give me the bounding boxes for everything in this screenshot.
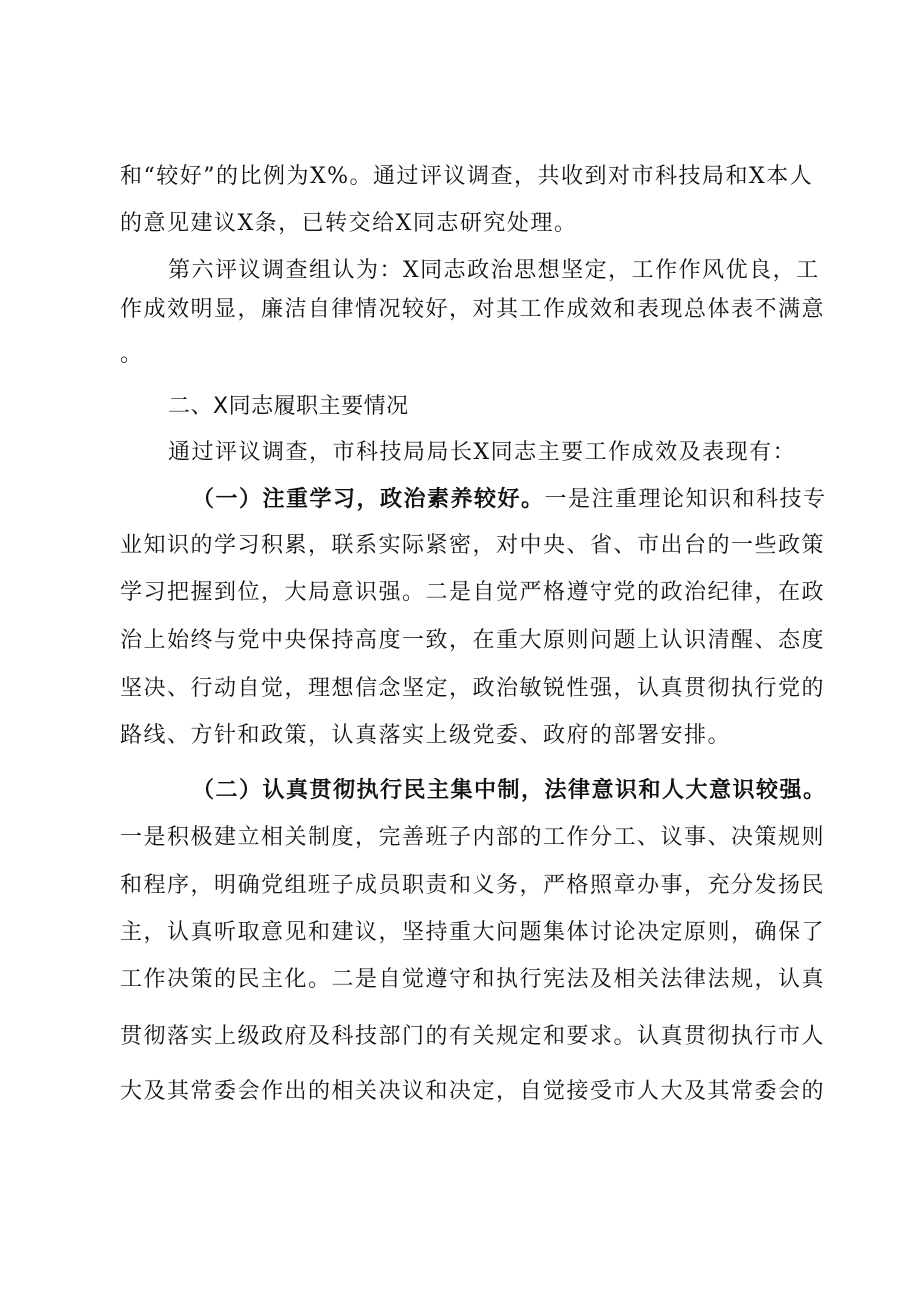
- paragraph-line: 主，认真听取意见和建议，坚持重大问题集体讨论决定原则，确保了: [120, 920, 826, 945]
- paragraph-line: 大及其常委会作出的相关决议和决定，自觉接受市人大及其常委会的: [120, 1079, 826, 1104]
- paragraph-line: 工作决策的民主化。二是自觉遵守和执行宪法及相关法律法规，认真: [120, 967, 826, 992]
- paragraph-line: 第六评议调查组认为：X同志政治思想坚定，工作作风优良，工: [168, 258, 820, 283]
- paragraph-line: 作成效明显，廉洁自律情况较好，对其工作成效和表现总体表不满意: [120, 297, 826, 322]
- paragraph-line: 治上始终与党中央保持高度一致，在重大原则问题上认识清醒、态度: [120, 628, 826, 653]
- subsection-title: （二）认真贯彻执行民主集中制，法律意识和人大意识较强。: [192, 777, 827, 803]
- paragraph-line: 学习把握到位，大局意识强。二是自觉严格遵守党的政治纪律，在政: [120, 580, 826, 605]
- paragraph-line: 一是积极建立相关制度，完善班子内部的工作分工、议事、决策规则: [120, 825, 826, 850]
- paragraph-line: 业知识的学习积累，联系实际紧密，对中央、省、市出台的一些政策: [120, 533, 826, 558]
- paragraph-line: 和程序，明确党组班子成员职责和义务，严格照章办事，充分发扬民: [120, 873, 826, 898]
- paragraph-line: 。: [120, 342, 144, 367]
- section-heading: 二、X同志履职主要情况: [168, 394, 409, 419]
- paragraph-line: 和“较好”的比例为X%。通过评议调查，共收到对市科技局和X本人: [120, 164, 814, 189]
- paragraph-line: 的意见建议X条，已转交给X同志研究处理。: [120, 211, 578, 236]
- paragraph-line: 路线、方针和政策，认真落实上级党委、政府的部署安排。: [120, 723, 732, 748]
- paragraph-text: 一是注重理论知识和科技专: [544, 487, 827, 512]
- paragraph-line: 坚决、行动自觉，理想信念坚定，政治敏锐性强，认真贯彻执行党的: [120, 676, 826, 701]
- subsection-first-line: [192, 484, 827, 515]
- paragraph-line: 通过评议调查，市科技局局长X同志主要工作成效及表现有：: [168, 440, 797, 465]
- paragraph-line: 贯彻落实上级政府及科技部门的有关规定和要求。认真贯彻执行市人: [120, 1024, 826, 1049]
- subsection-title: （一）注重学习，政治素养较好。: [192, 486, 545, 512]
